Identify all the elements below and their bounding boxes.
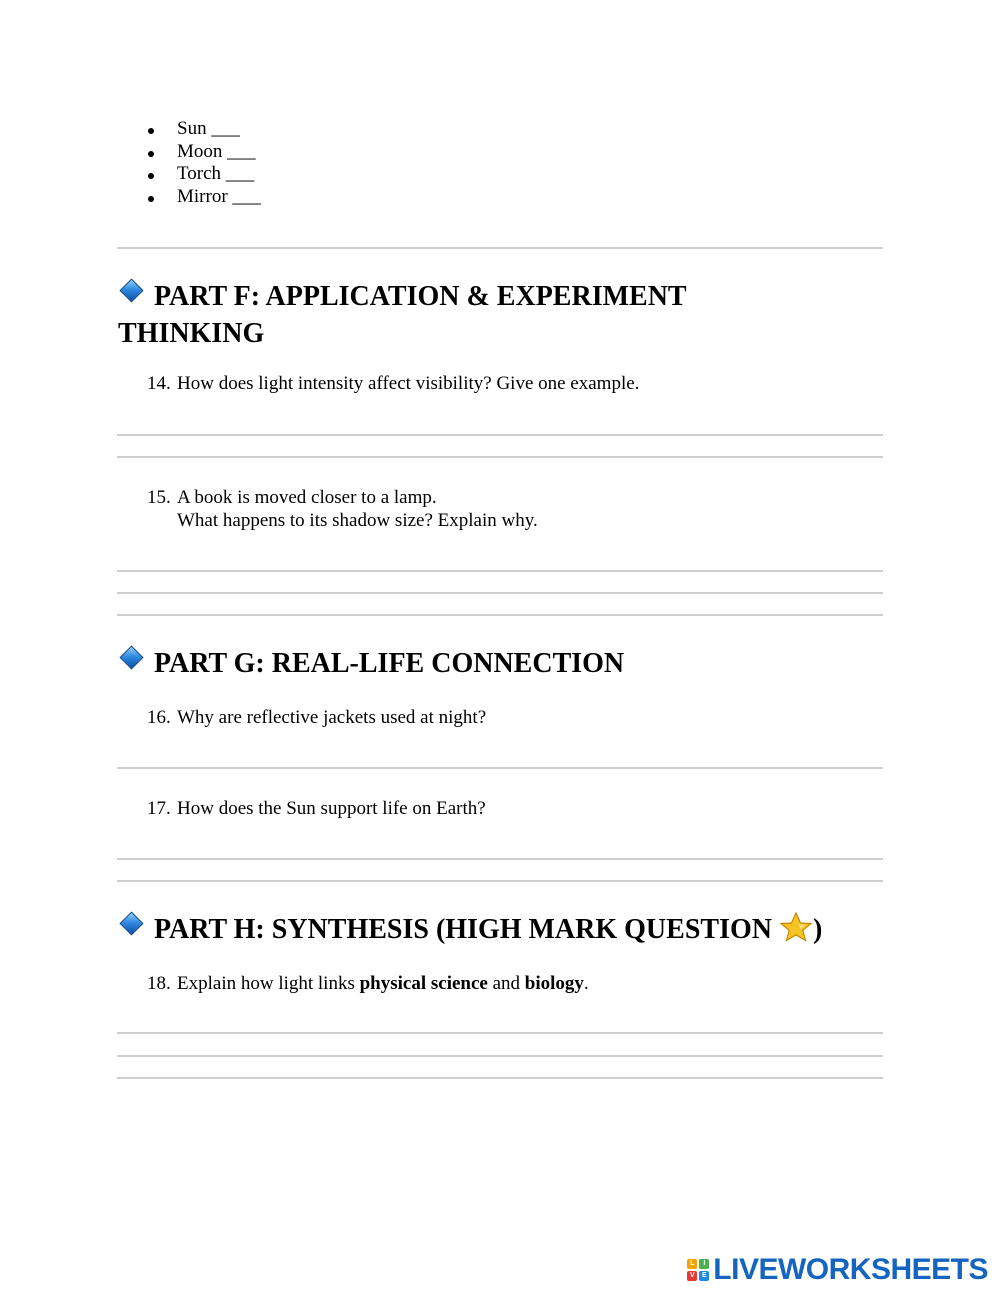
bullet-item-mirror: Mirror ___ [145, 186, 261, 209]
answer-line[interactable] [117, 858, 883, 860]
question-text: . [583, 973, 589, 994]
question-number: 15. [147, 487, 171, 508]
answer-line[interactable] [117, 434, 883, 436]
question-17 [147, 797, 486, 820]
answer-line[interactable] [117, 1077, 883, 1079]
question-number: 17. [147, 798, 171, 819]
question-text: Explain how light links [177, 973, 360, 994]
logo-badge-icon [687, 1259, 709, 1281]
question-number: 16. [147, 707, 171, 728]
answer-line[interactable] [117, 614, 883, 616]
question-text-continued: What happens to its shadow size? Explain why. [177, 510, 538, 531]
question-16 [147, 706, 486, 729]
answer-line[interactable] [117, 1032, 883, 1034]
divider [117, 247, 883, 249]
question-text: and [487, 973, 525, 994]
answer-line[interactable] [117, 592, 883, 594]
part-f-title-line1: PART F: APPLICATION & EXPERIMENT [154, 281, 687, 312]
part-g-heading [118, 645, 888, 682]
logo-badge-letter: E [699, 1271, 709, 1281]
answer-line[interactable] [117, 570, 883, 572]
question-14 [147, 372, 639, 395]
part-h-title: PART H: SYNTHESIS (HIGH MARK QUESTION [154, 914, 779, 945]
question-text: A book is moved closer to a lamp. [177, 487, 437, 508]
answer-line[interactable] [117, 1055, 883, 1057]
bullet-item-torch: Torch ___ [145, 163, 261, 186]
question-text: Why are reflective jackets used at night? [177, 707, 487, 728]
liveworksheets-logo [687, 1252, 988, 1288]
bullet-item-moon: Moon ___ [145, 141, 261, 164]
part-f-title-line2: THINKING [118, 318, 265, 349]
question-text: How does the Sun support life on Earth? [177, 798, 486, 819]
logo-badge-letter: V [687, 1271, 697, 1281]
blue-diamond-icon [119, 911, 143, 935]
answer-line[interactable] [117, 880, 883, 882]
bullet-item-sun: Sun ___ [145, 118, 261, 141]
part-h-heading [118, 911, 888, 948]
question-15 [147, 486, 538, 532]
blue-diamond-icon [119, 645, 143, 669]
question-text: How does light intensity affect visibility? Give one example. [177, 373, 640, 394]
part-h-title-end: ) [812, 914, 823, 945]
part-f-heading [118, 278, 888, 352]
logo-badge-letter: I [699, 1259, 709, 1269]
bold-term-physical-science: physical science [359, 973, 488, 994]
bullet-list [145, 118, 261, 209]
question-number: 14. [147, 373, 171, 394]
answer-line[interactable] [117, 456, 883, 458]
star-icon [779, 912, 813, 942]
question-number: 18. [147, 973, 171, 994]
question-18 [147, 972, 589, 995]
logo-badge-letter: L [687, 1259, 697, 1269]
part-g-title: PART G: REAL-LIFE CONNECTION [154, 648, 625, 679]
bold-term-biology: biology [524, 973, 584, 994]
blue-diamond-icon [119, 278, 143, 302]
logo-text: LIVEWORKSHEETS [713, 1253, 988, 1286]
answer-line[interactable] [117, 767, 883, 769]
